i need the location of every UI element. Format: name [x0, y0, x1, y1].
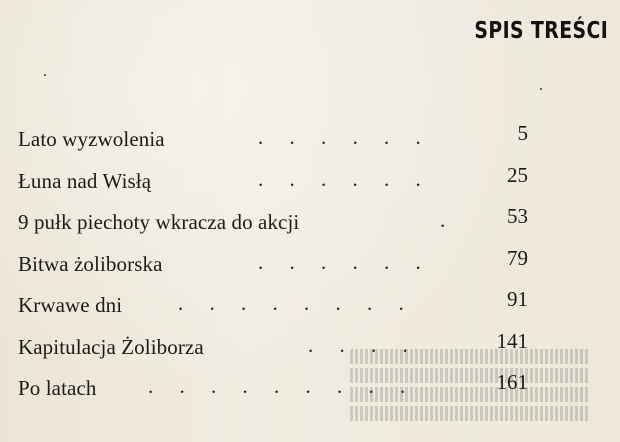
toc-entry-title: Bitwa żoliborska: [18, 251, 163, 276]
toc-entry: [18, 327, 528, 369]
dot-leader: . . . . . . . . .: [148, 374, 406, 398]
toc-entry: [18, 119, 528, 161]
toc-entry-page: 5: [517, 121, 528, 145]
dot-leader: . . . .: [308, 332, 408, 357]
toc-entry-page: 53: [507, 204, 528, 228]
toc-entry-title: Lato wyzwolenia: [18, 127, 165, 151]
dot-leader: . . . . . .: [258, 125, 421, 149]
toc-entry-page: 25: [507, 162, 528, 187]
toc-entry: [18, 285, 528, 327]
dot-leader: . . . . . . . .: [178, 291, 404, 315]
toc-entry-page: 161: [496, 370, 528, 394]
toc-entry-title: Krwawe dni: [18, 293, 123, 317]
page-title: SPIS TREŚCI: [474, 18, 608, 44]
table-of-contents: [18, 119, 528, 410]
toc-entry: [18, 202, 528, 244]
toc-entry-page: 141: [496, 328, 528, 353]
toc-entry-title: 9 pułk piechoty wkracza do akcji: [18, 210, 300, 234]
dot-leader: . . . . . .: [258, 166, 421, 191]
paper-speck: [540, 88, 542, 90]
toc-entry-title: Kapitulacja Żoliborza: [18, 334, 204, 359]
toc-entry: [18, 161, 528, 203]
toc-entry: [18, 368, 528, 410]
toc-entry-page: 91: [507, 287, 528, 311]
toc-entry-title: Po latach: [18, 376, 97, 400]
toc-entry: [18, 244, 528, 286]
dot-leader: .: [440, 208, 446, 232]
dot-leader: . . . . . .: [258, 249, 421, 274]
paper-speck: [44, 74, 46, 76]
toc-entry-title: Łuna nad Wisłą: [18, 168, 152, 193]
toc-entry-page: 79: [507, 245, 528, 270]
